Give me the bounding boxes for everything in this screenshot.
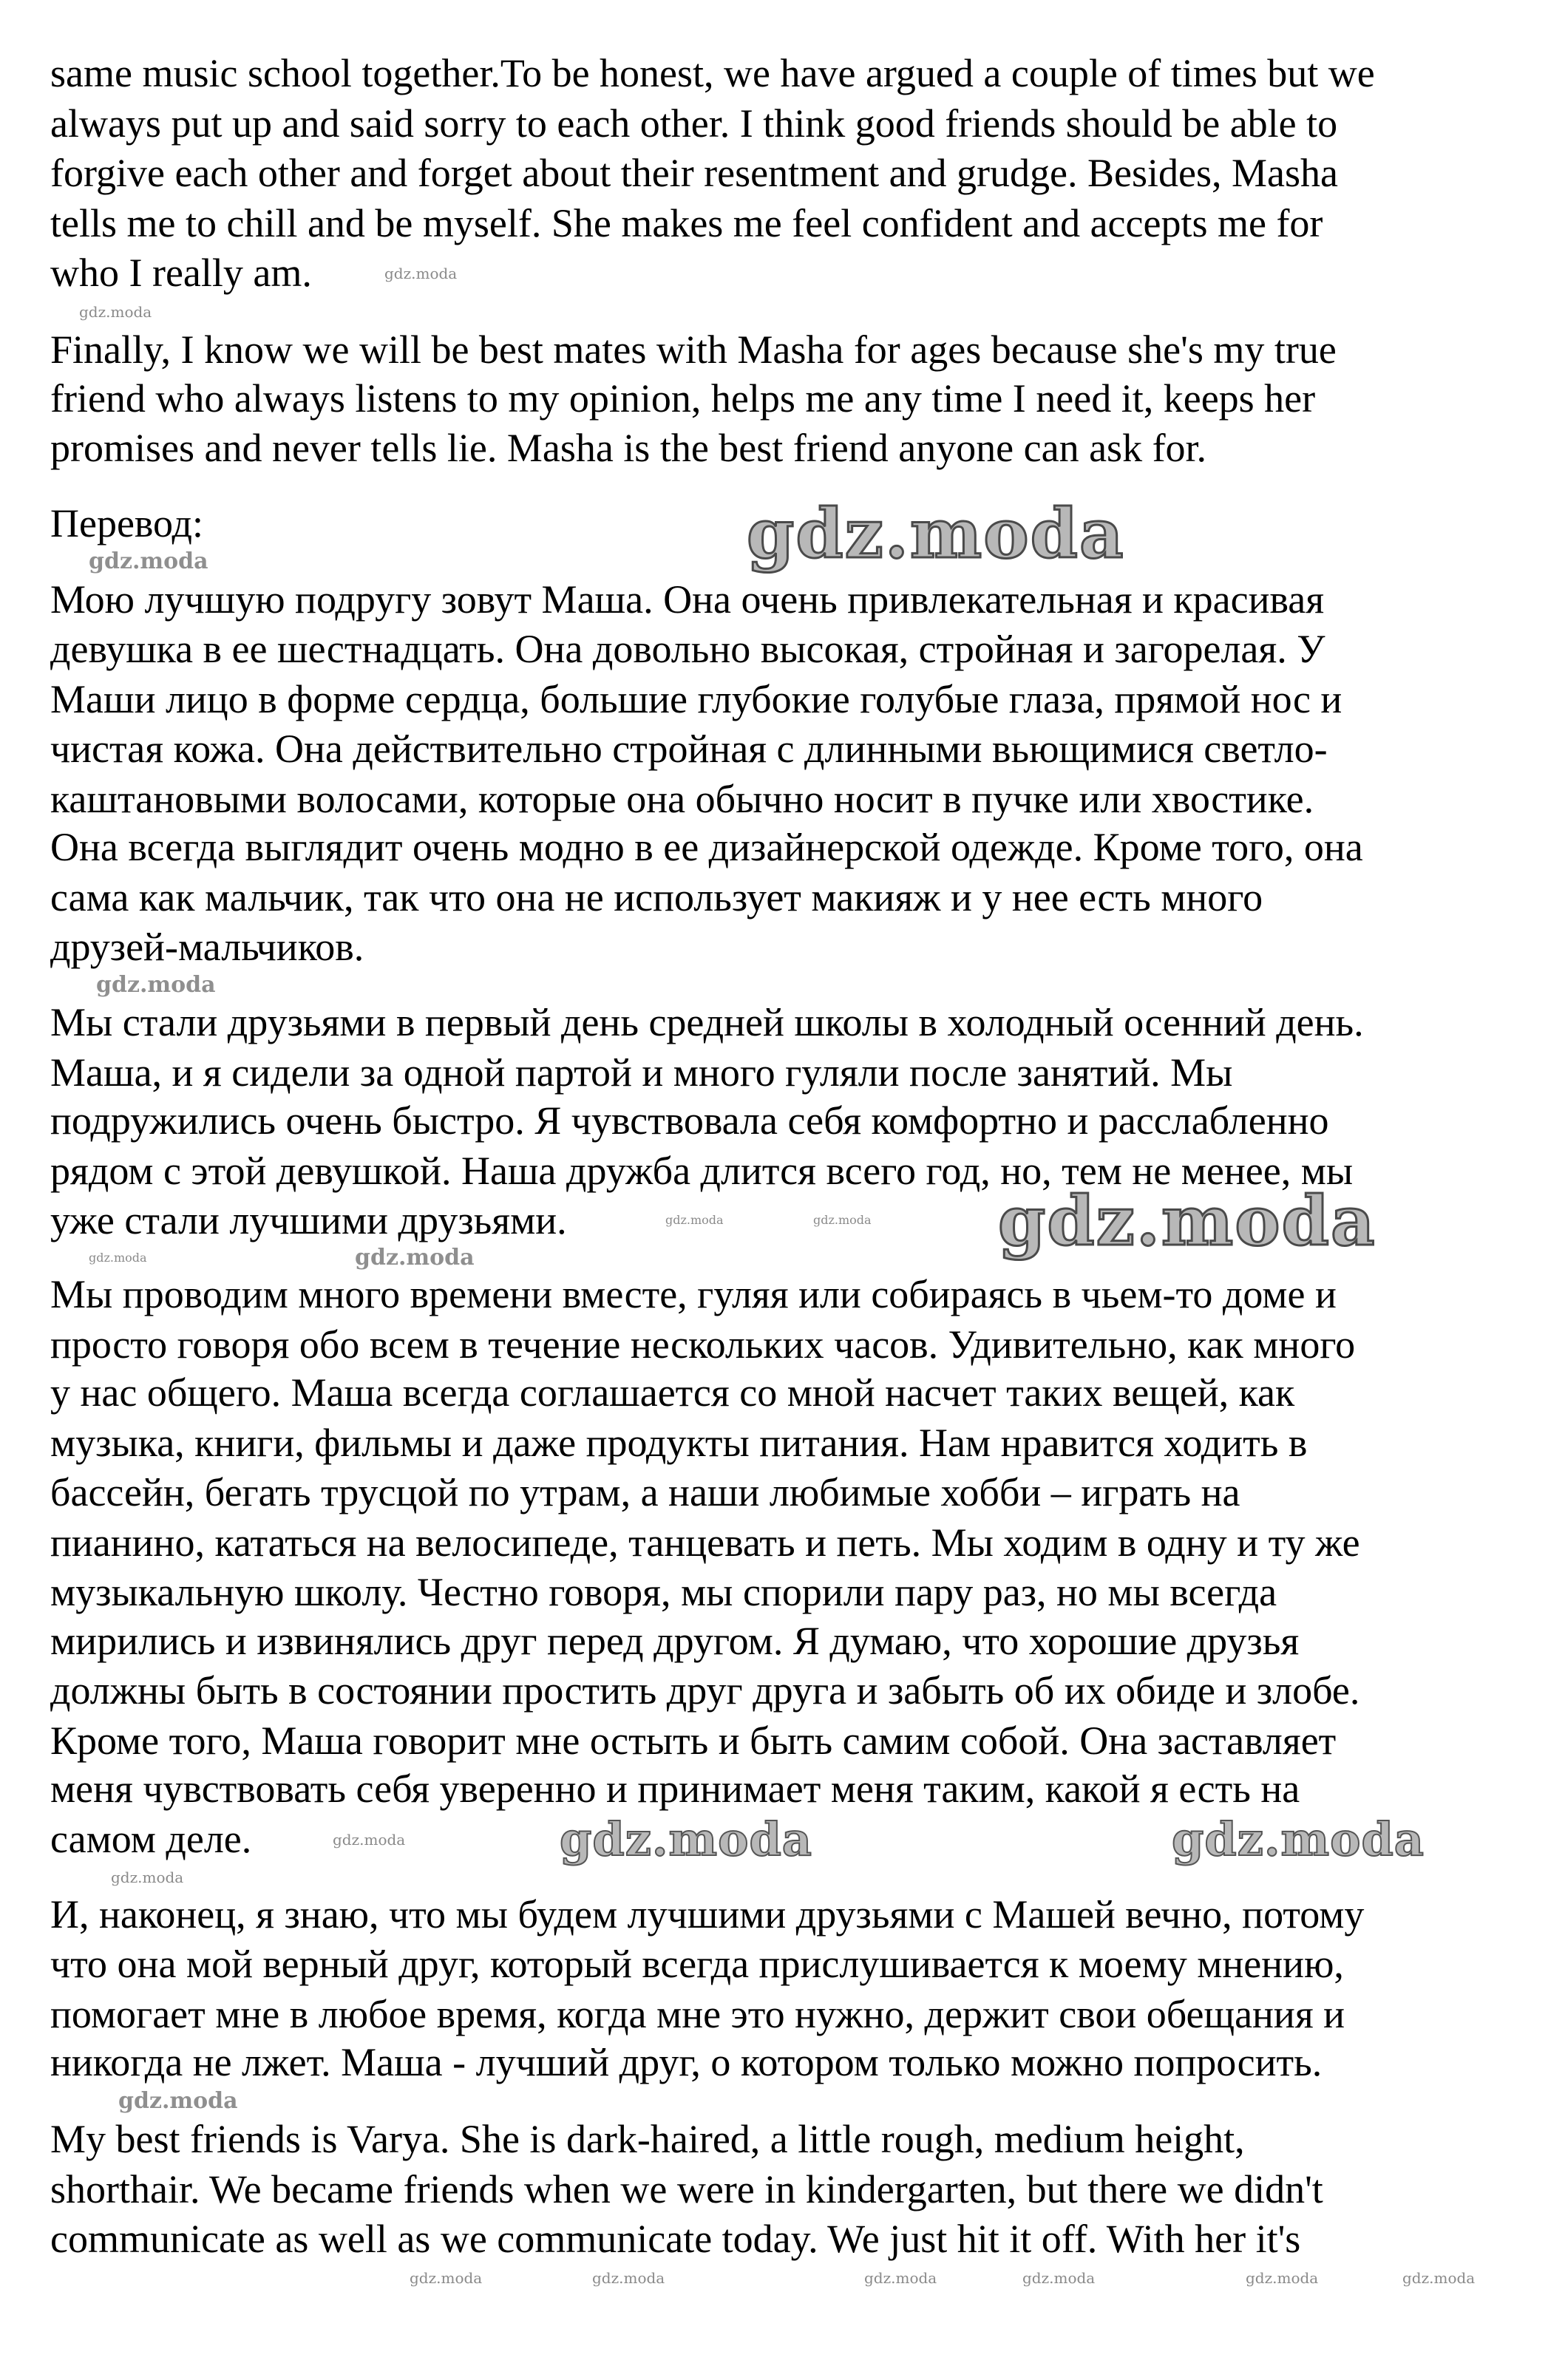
text-line: communicate as well as we communicate today. We just hit it off. With her it's — [50, 2217, 1301, 2261]
watermark: gdz.moda — [864, 2269, 937, 2287]
text-line: Мы стали друзьями в первый день средней школы в холодный осенний день. — [50, 1000, 1364, 1044]
watermark: gdz.moda — [333, 1831, 406, 1849]
watermark: gdz.moda — [747, 494, 1125, 574]
text-line: Маша, и я сидели за одной партой и много гуляли после занятий. Мы — [50, 1050, 1233, 1095]
text-line: My best friends is Varya. She is dark-haired, a little rough, medium height, — [50, 2117, 1245, 2161]
text-line: И, наконец, я знаю, что мы будем лучшими друзьями с Машей вечно, потому — [50, 1892, 1365, 1937]
text-line: same music school together.To be honest, we have argued a couple of times but we — [50, 51, 1375, 95]
text-line: who I really am. — [50, 251, 312, 295]
text-line: Мы проводим много времени вместе, гуляя или собираясь в чьем-то доме и — [50, 1272, 1337, 1316]
text-line: promises and never tells lie. Masha is the best friend anyone can ask for. — [50, 426, 1207, 470]
text-line: пианино, кататься на велосипеде, танцевать и петь. Мы ходим в одну и ту же — [50, 1520, 1360, 1565]
watermark: gdz.moda — [410, 2269, 483, 2287]
watermark: gdz.moda — [79, 303, 152, 321]
text-line: подружились очень быстро. Я чувствовала себя комфортно и расслабленно — [50, 1098, 1329, 1143]
watermark: gdz.moda — [89, 1251, 147, 1265]
watermark: gdz.moda — [813, 1213, 872, 1227]
watermark: gdz.moda — [1022, 2269, 1096, 2287]
text-line: Кроме того, Маша говорит мне остыть и быть самим собой. Она заставляет — [50, 1718, 1337, 1763]
text-line: forgive each other and forget about their resentment and grudge. Besides, Masha — [50, 151, 1338, 195]
text-line: помогает мне в любое время, когда мне это нужно, держит свои обещания и — [50, 1992, 1345, 2036]
watermark: gdz.moda — [560, 1812, 812, 1866]
text-line: меня чувствовать себя уверенно и принимает меня таким, какой я есть на — [50, 1767, 1300, 1811]
text-line: Она всегда выглядит очень модно в ее дизайнерской одежде. Кроме того, она — [50, 825, 1363, 869]
text-line: музыка, книги, фильмы и даже продукты питания. Нам нравится ходить в — [50, 1421, 1308, 1465]
text-line: чистая кожа. Она действительно стройная с длинными вьющимися светло- — [50, 727, 1328, 771]
watermark: gdz.moda — [355, 1245, 475, 1271]
text-line: always put up and said sorry to each other. I think good friends should be able to — [50, 101, 1338, 146]
text-line: shorthair. We became friends when we were in kindergarten, but there we didn't — [50, 2167, 1323, 2211]
text-line: мирились и извинялись друг перед другом. Я думаю, что хорошие друзья — [50, 1619, 1300, 1663]
text-line: friend who always listens to my opinion, helps me any time I need it, keeps her — [50, 376, 1316, 421]
watermark: gdz.moda — [592, 2269, 665, 2287]
text-line: никогда не лжет. Маша - лучший друг, о котором только можно попросить. — [50, 2040, 1323, 2084]
text-line: рядом с этой девушкой. Наша дружба длится всего год, но, тем не менее, мы — [50, 1149, 1354, 1193]
watermark: gdz.moda — [96, 972, 216, 998]
text-line: у нас общего. Маша всегда соглашается со мной насчет таких вещей, как — [50, 1370, 1295, 1415]
text-line: уже стали лучшими друзьями. — [50, 1198, 567, 1242]
watermark: gdz.moda — [1172, 1812, 1425, 1866]
watermark: gdz.moda — [1246, 2269, 1319, 2287]
watermark: gdz.moda — [384, 265, 458, 282]
text-line: самом деле. — [50, 1817, 252, 1861]
watermark: gdz.moda — [111, 1869, 184, 1886]
text-line: друзей-мальчиков. — [50, 925, 364, 969]
text-line: что она мой верный друг, который всегда прислушивается к моему мнению, — [50, 1942, 1344, 1986]
watermark: gdz.moda — [665, 1213, 724, 1227]
text-line: Перевод: — [50, 501, 203, 545]
watermark: gdz.moda — [118, 2088, 238, 2114]
text-line: Finally, I know we will be best mates with Masha for ages because she's my true — [50, 327, 1337, 372]
text-line: просто говоря обо всем в течение нескольких часов. Удивительно, как много — [50, 1322, 1356, 1367]
watermark: gdz.moda — [89, 548, 208, 574]
text-line: сама как мальчик, так что она не использует макияж и у нее есть много — [50, 875, 1263, 919]
text-line: каштановыми волосами, которые она обычно носит в пучке или хвостике. — [50, 777, 1314, 821]
text-line: бассейн, бегать трусцой по утрам, а наши любимые хобби – играть на — [50, 1470, 1240, 1514]
watermark: gdz.moda — [998, 1181, 1376, 1261]
text-line: tells me to chill and be myself. She makes me feel confident and accepts me for — [50, 201, 1323, 245]
text-line: Маши лицо в форме сердца, большие глубокие голубые глаза, прямой нос и — [50, 677, 1342, 721]
text-line: должны быть в состоянии простить друг друга и забыть об их обиде и злобе. — [50, 1668, 1360, 1713]
watermark: gdz.moda — [1402, 2269, 1476, 2287]
text-line: музыкальную школу. Честно говоря, мы спорили пару раз, но мы всегда — [50, 1570, 1277, 1614]
text-line: Мою лучшую подругу зовут Маша. Она очень привлекательная и красивая — [50, 577, 1325, 622]
text-line: девушка в ее шестнадцать. Она довольно высокая, стройная и загорелая. У — [50, 627, 1325, 671]
